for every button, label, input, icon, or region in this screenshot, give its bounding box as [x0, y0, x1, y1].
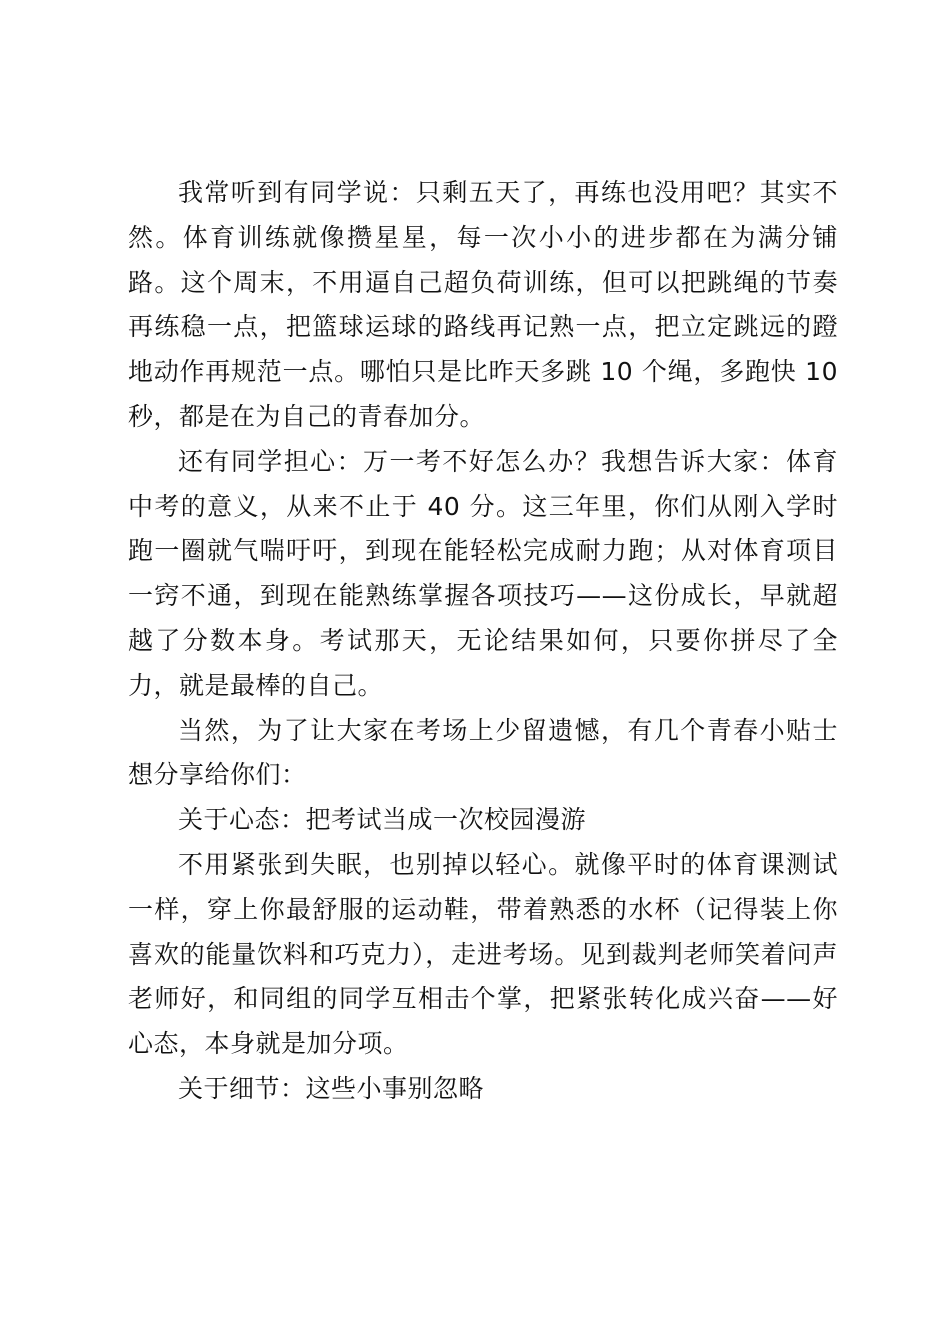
- paragraph-mindset: 不用紧张到失眠，也别掉以轻心。就像平时的体育课测试一样，穿上你最舒服的运动鞋，带着熟悉的水杯（记得装上你喜欢的能量饮料和巧克力），走进考场。见到裁判老师笑着问声老师好，和同组的同学互相击个掌，把紧张转化成兴奋——好心态，本身就是加分项。: [128, 849, 838, 1059]
- paragraph-worry: 还有同学担心：万一考不好怎么办？我想告诉大家：体育中考的意义，从来不止于 40 分。这三年里，你们从刚入学时跑一圈就气喘吁吁，到现在能轻松完成耐力跑；从对体育项目一窍不通，到现在能熟练掌握各项技巧——这份成长，早就超越了分数本身。考试那天，无论结果如何，只要你拼尽了全力，就是最棒的自己。: [128, 446, 838, 700]
- section-heading-mindset: 关于心态：把考试当成一次校园漫游: [178, 805, 587, 835]
- paragraph-practice: 我常听到有同学说：只剩五天了，再练也没用吧？其实不然。体育训练就像攒星星，每一次小小的进步都在为满分铺路。这个周末，不用逼自己超负荷训练，但可以把跳绳的节奏再练稳一点，把篮球运球的路线再记熟一点，把立定跳远的蹬地动作再规范一点。哪怕只是比昨天多跳 10 个绳，多跑快 10 秒，都是在为自己的青春加分。: [128, 178, 838, 431]
- document-body: [128, 171, 838, 1112]
- paragraph-tips-intro: 当然，为了让大家在考场上少留遗憾，有几个青春小贴士想分享给你们：: [128, 715, 838, 790]
- section-heading-details: 关于细节：这些小事别忽略: [178, 1073, 485, 1103]
